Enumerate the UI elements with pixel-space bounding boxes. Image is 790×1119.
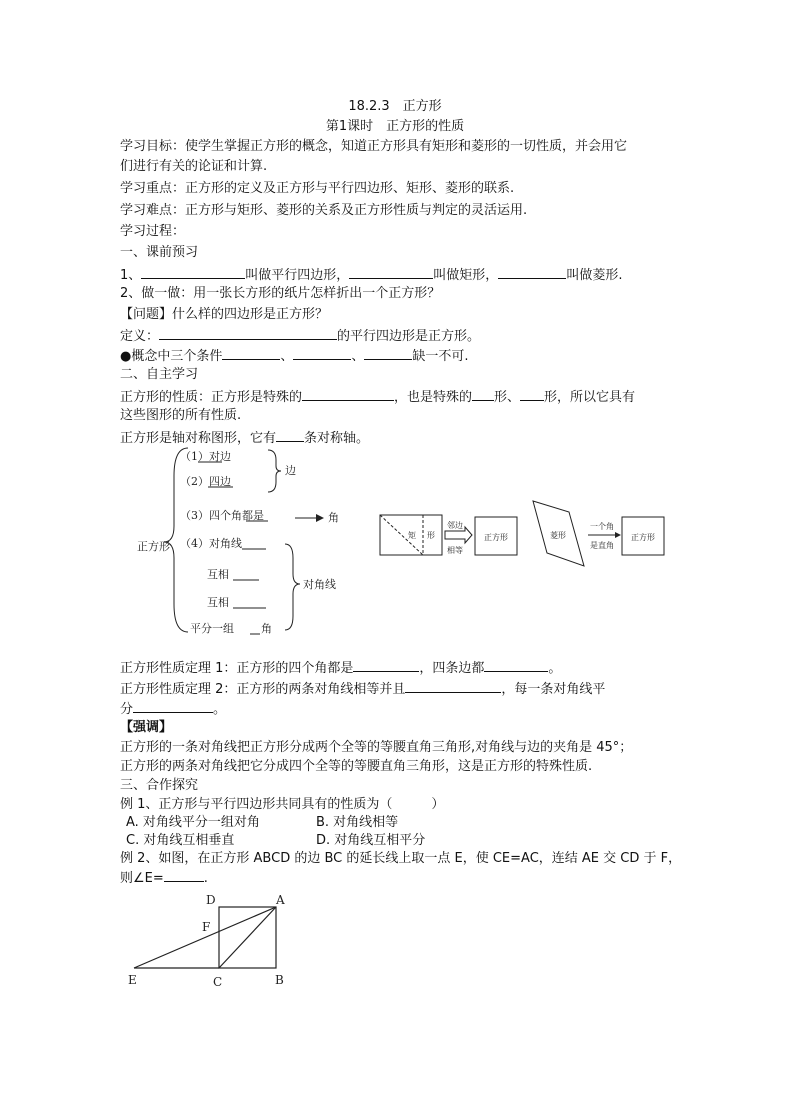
blank bbox=[364, 346, 412, 360]
rhombus-label: 菱形 bbox=[550, 531, 566, 540]
label-f: F bbox=[202, 920, 211, 934]
tree-b7-end: 角 bbox=[261, 622, 272, 635]
example-1: 例 1、正方形与平行四边形共同具有的性质为（ ） bbox=[120, 797, 445, 812]
objective-line-2: 们进行有关的论证和计算. bbox=[120, 159, 268, 174]
thm2b-text-1: 分 bbox=[120, 702, 134, 717]
geometry-figure bbox=[120, 888, 300, 992]
problem-question: 【问题】什么样的四边形是正方形？ bbox=[120, 307, 329, 322]
blank bbox=[353, 658, 419, 672]
rect-label-right: 形 bbox=[427, 531, 435, 540]
prop-text-4: 形，所以它具有 bbox=[544, 390, 636, 405]
q1-text-3: 叫做菱形. bbox=[566, 268, 623, 283]
label-a: A bbox=[276, 893, 285, 907]
label-b: B bbox=[275, 973, 284, 987]
arrow1-bottom: 相等 bbox=[447, 546, 463, 555]
tree-b7: 平分一组 bbox=[190, 622, 234, 635]
option-b: B. 对角线相等 bbox=[316, 815, 399, 830]
option-d: D. 对角线互相平分 bbox=[316, 833, 426, 848]
property-line-1 bbox=[120, 387, 635, 407]
arrow-right-icon bbox=[316, 514, 324, 522]
emphasis-heading: 【强调】 bbox=[120, 720, 173, 735]
definition-text: 的平行四边形是正方形。 bbox=[337, 329, 481, 344]
concept-sep: 、 bbox=[280, 349, 294, 364]
concept-label: ●概念中三个条件 bbox=[120, 349, 223, 364]
page-title: 18.2.3 正方形 bbox=[348, 99, 442, 114]
label-e: E bbox=[128, 973, 137, 987]
blank bbox=[302, 387, 394, 401]
section-2-heading: 二、自主学习 bbox=[120, 367, 199, 382]
emphasis-line-1: 正方形的一条对角线把正方形分成两个全等的等腰直角三角形,对角线与边的夹角是 45°； bbox=[120, 740, 633, 755]
q1-text-1: 叫做平行四边形， bbox=[245, 268, 350, 283]
definition bbox=[120, 326, 480, 346]
question-2: 2、做一做：用一张长方形的纸片怎样折出一个正方形？ bbox=[120, 286, 441, 301]
theorem-1 bbox=[120, 658, 561, 678]
arrow-right-icon bbox=[615, 532, 621, 538]
thm1-text-1: 正方形性质定理 1：正方形的四个角都是 bbox=[120, 661, 354, 676]
square-relation-diagram bbox=[375, 498, 670, 572]
option-c: C. 对角线互相垂直 bbox=[126, 833, 235, 848]
section-3-heading: 三、合作探究 bbox=[120, 778, 199, 793]
thm2-text-1: 正方形性质定理 2：正方形的两条对角线相等并且 bbox=[120, 682, 406, 697]
axis-text-1: 正方形是轴对称图形，它有 bbox=[120, 431, 277, 446]
prop-text-1: 正方形的性质：正方形是特殊的 bbox=[120, 390, 303, 405]
tree-b6: 互相 bbox=[207, 596, 229, 609]
process-heading: 学习过程： bbox=[120, 224, 186, 239]
blank bbox=[276, 428, 304, 442]
definition-label: 定义： bbox=[120, 329, 160, 344]
tree-b1: （1）对边 bbox=[180, 450, 231, 463]
example-2: 例 2、如图，在正方形 ABCD 的边 BC 的延长线上取一点 E，使 CE=AC，连结 AE 交 CD 于 F， bbox=[120, 851, 682, 866]
axis-text-2: 条对称轴。 bbox=[304, 431, 370, 446]
thm1-text-2: ，四条边都 bbox=[419, 661, 485, 676]
tree-b3: （3）四个角都是 bbox=[180, 509, 264, 522]
blank bbox=[159, 326, 337, 340]
option-a: A. 对角线平分一组对角 bbox=[126, 815, 260, 830]
thm2b-text-2: 。 bbox=[213, 702, 227, 717]
blank bbox=[484, 658, 548, 672]
blank bbox=[141, 265, 245, 279]
rect-label-left: 矩 bbox=[408, 531, 416, 540]
tree-root: 正方形 bbox=[137, 540, 170, 553]
tree-b2: （2）四边 bbox=[180, 475, 231, 488]
tree-diag: 对角线 bbox=[303, 578, 336, 591]
blank bbox=[164, 868, 204, 882]
square1-label: 正方形 bbox=[484, 533, 508, 542]
tree-edge: 边 bbox=[285, 464, 296, 477]
concept-conditions bbox=[120, 346, 469, 366]
blank bbox=[472, 387, 494, 401]
blank bbox=[405, 679, 501, 693]
concept-sep: 、 bbox=[351, 349, 365, 364]
prop-text-3: 形、 bbox=[494, 390, 521, 405]
blank bbox=[498, 265, 566, 279]
objective-line-1: 学习目标：使学生掌握正方形的概念，知道正方形具有矩形和菱形的一切性质，并会用它 bbox=[120, 139, 628, 154]
blank bbox=[222, 346, 280, 360]
section-1-heading: 一、课前预习 bbox=[120, 245, 199, 260]
thm1-text-3: 。 bbox=[548, 661, 562, 676]
emphasis-line-2: 正方形的两条对角线把它分成四个全等的等腰直角三角形，这是正方形的特殊性质. bbox=[120, 759, 593, 774]
ex2-text: 则∠E= bbox=[120, 871, 164, 886]
prop-text-2: ，也是特殊的 bbox=[394, 390, 473, 405]
thm2-text-2: ，每一条对角线平 bbox=[501, 682, 606, 697]
blank bbox=[293, 346, 351, 360]
q1-text-2: 叫做矩形， bbox=[433, 268, 499, 283]
square2-label: 正方形 bbox=[631, 533, 655, 542]
difficulty: 学习难点：正方形与矩形、菱形的关系及正方形性质与判定的灵活运用. bbox=[120, 203, 528, 218]
arrow2-bottom: 是直角 bbox=[590, 541, 614, 550]
property-line-2: 这些图形的所有性质. bbox=[120, 408, 242, 423]
tree-angle: 角 bbox=[328, 511, 339, 524]
tree-b5: 互相 bbox=[207, 568, 229, 581]
blank bbox=[349, 265, 433, 279]
page-subtitle: 第1课时 正方形的性质 bbox=[325, 119, 465, 134]
theorem-2-cont bbox=[120, 699, 226, 719]
question-1 bbox=[120, 265, 622, 285]
axis-of-symmetry bbox=[120, 428, 369, 448]
tree-b4: （4）对角线 bbox=[180, 537, 242, 550]
label-d: D bbox=[206, 893, 216, 907]
property-tree bbox=[110, 446, 360, 636]
blank bbox=[133, 699, 213, 713]
arrow2-top: 一个角 bbox=[590, 522, 614, 531]
theorem-2 bbox=[120, 679, 605, 699]
label-c: C bbox=[213, 975, 223, 989]
blank bbox=[520, 387, 544, 401]
q1-num: 1、 bbox=[120, 268, 142, 283]
example-2-answer bbox=[120, 868, 208, 888]
key-point: 学习重点：正方形的定义及正方形与平行四边形、矩形、菱形的联系. bbox=[120, 181, 515, 196]
arrow1-top: 邻边 bbox=[447, 521, 463, 530]
ex2-end: . bbox=[203, 871, 208, 886]
concept-text: 缺一不可. bbox=[412, 349, 469, 364]
